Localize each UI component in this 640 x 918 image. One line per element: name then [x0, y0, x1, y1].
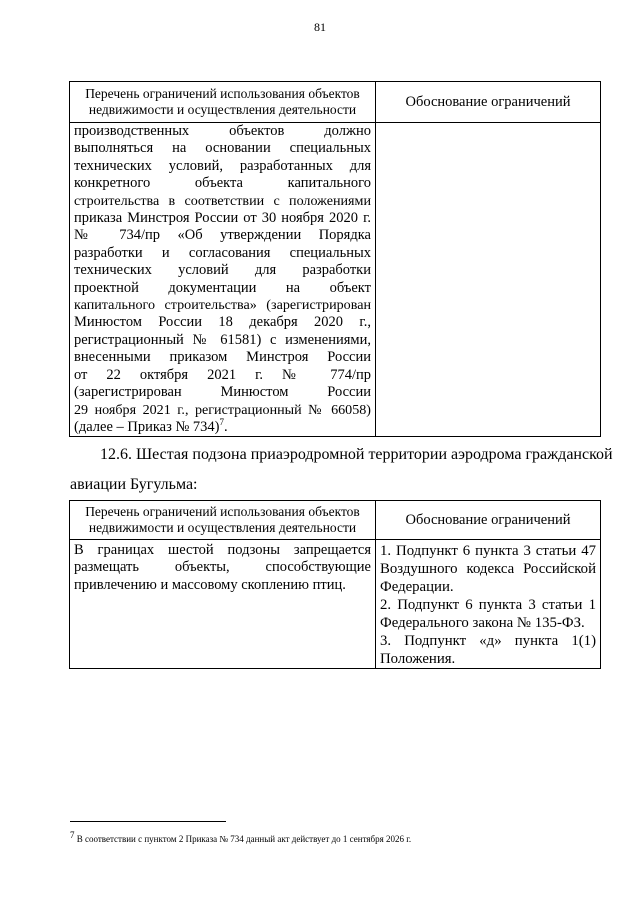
- section-heading-line2: авиации Бугульма:: [70, 476, 198, 493]
- section-heading-line1: 12.6. Шестая подзона приаэродромной территории аэродрома гражданской: [100, 446, 613, 463]
- text-line: технических условий, разработанных для: [74, 157, 371, 174]
- header-restrictions-list: [70, 501, 376, 540]
- header-left-line2: недвижимости и осуществления деятельности: [88, 520, 357, 535]
- text-line: приказа Минстроя России от 30 ноября 2020 г.: [74, 210, 371, 227]
- section-heading: [70, 440, 613, 500]
- text-line: регистрационный № 61581) с изменениями,: [74, 331, 371, 348]
- text-line: Воздушного кодекса Российской: [380, 561, 596, 577]
- restrictions-table-subzone6: [69, 500, 601, 669]
- text-line: внесенными приказом Минстроя России: [74, 349, 371, 366]
- text-line: (зарегистрирован Минюстом России: [74, 384, 371, 401]
- text-line: выполняться на основании специальных: [74, 140, 371, 157]
- text-line: от 22 октября 2021 г. № 774/пр: [74, 366, 371, 383]
- footnote: [70, 830, 600, 845]
- footnote-text: В соответствии с пунктом 2 Приказа № 734 данный акт действует до 1 сентября 2026 г.: [74, 834, 412, 844]
- restriction-text: [70, 540, 375, 594]
- text-line: Минюстом России 18 декабря 2020 г.,: [74, 314, 371, 331]
- restrictions-table-continued: [69, 81, 601, 437]
- text-line: В границах шестой подзоны запрещается: [74, 542, 371, 558]
- text-line-last: [74, 419, 371, 436]
- justification-cell: [376, 540, 601, 669]
- text-line: проектной документации на объект: [74, 279, 371, 296]
- text-line: строительства в соответствии с положениями: [74, 192, 371, 209]
- text-line: 29 ноября 2021 г., регистрационный № 66058): [74, 401, 371, 418]
- header-left-line2: недвижимости и осуществления деятельности: [88, 102, 357, 117]
- text-line: технических условий для разработки: [74, 262, 371, 279]
- restriction-text-cell: [70, 123, 376, 437]
- text-line: 1. Подпункт 6 пункта 3 статьи 47: [380, 543, 596, 559]
- text-line-end: .: [224, 418, 228, 435]
- header-left-line1: Перечень ограничений использования объектов: [85, 504, 360, 519]
- text-line-content: (далее – Приказ № 734): [74, 418, 220, 435]
- header-right-label: Обоснование ограничений: [405, 94, 571, 110]
- text-line: Федерального закона № 135-ФЗ.: [380, 615, 585, 631]
- text-line: конкретного объекта капитального: [74, 175, 371, 192]
- text-line: капитального строительства» (зарегистрирован: [74, 297, 371, 314]
- footnote-reference: 7: [219, 417, 225, 428]
- footnote-mark: 7: [70, 830, 75, 840]
- justification-cell-empty: [376, 123, 601, 437]
- text-line: производственных объектов должно: [74, 123, 371, 139]
- header-restrictions-list: [70, 82, 376, 123]
- text-line: разработки и согласования специальных: [74, 244, 371, 261]
- text-line: размещать объекты, способствующие: [74, 559, 371, 576]
- text-line: № 734/пр «Об утверждении Порядка: [74, 227, 371, 244]
- text-line: 2. Подпункт 6 пункта 3 статьи 1: [380, 597, 596, 613]
- page-number: 81: [314, 20, 326, 34]
- restriction-text-cell: [70, 540, 376, 669]
- restriction-text: [70, 123, 375, 436]
- text-line: Федерации.: [380, 579, 454, 595]
- footnote-separator: [70, 821, 226, 822]
- header-right-label: Обоснование ограничений: [405, 512, 571, 528]
- header-justification: [376, 82, 601, 123]
- header-justification: [376, 501, 601, 540]
- text-line: Положения.: [380, 651, 456, 667]
- text-line: 3. Подпункт «д» пункта 1(1): [380, 633, 596, 649]
- justification-text: [376, 540, 600, 668]
- text-line: привлечению и массовому скоплению птиц.: [74, 576, 346, 593]
- header-left-line1: Перечень ограничений использования объектов: [85, 86, 360, 101]
